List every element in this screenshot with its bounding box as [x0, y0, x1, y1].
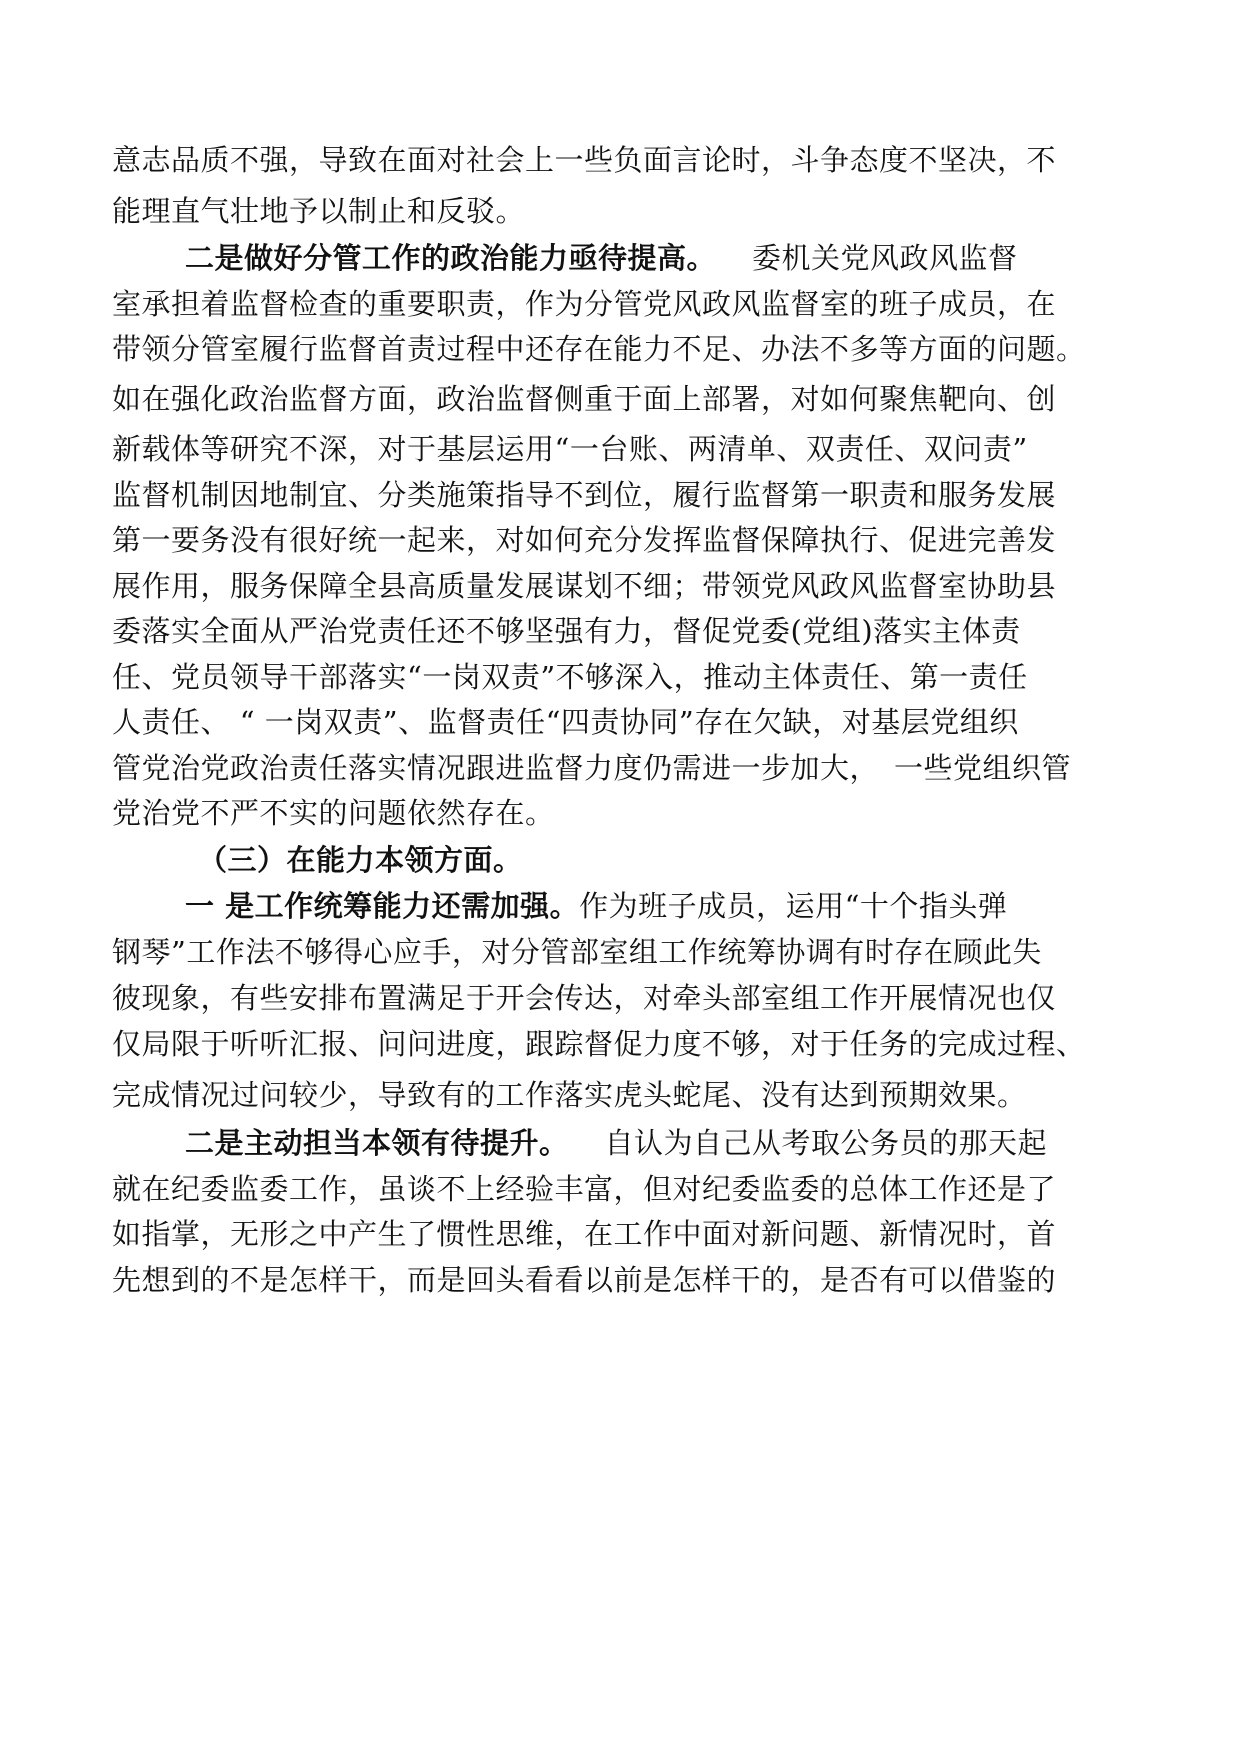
- text-line: [112, 659, 1028, 695]
- line-text: 委落实全面从严治党责任还不够坚强有力，督促党委(党组)落实主体责: [112, 614, 1021, 648]
- line-text: 完成情况过问较少，导致有的工作落实虎头蛇尾、没有达到预期效果。: [112, 1078, 1027, 1112]
- text-line: [112, 1077, 1027, 1113]
- text-line: [112, 1026, 1086, 1062]
- paragraph-heading: 一 是工作统筹能力还需加强。: [185, 889, 580, 923]
- text-line: [185, 1125, 1047, 1161]
- line-text: 就在纪委监委工作，虽谈不上经验丰富，但对纪委监委的总体工作还是了: [112, 1172, 1057, 1206]
- line-text: 监督机制因地制宜、分类施策指导不到位，履行监督第一职责和服务发展: [112, 478, 1057, 512]
- line-text: 室承担着监督检查的重要职责，作为分管党风政风监督室的班子成员，在: [112, 287, 1057, 321]
- text-line: [112, 795, 555, 831]
- line-text: 先想到的不是怎样干，而是回头看看以前是怎样干的，是否有可以借鉴的: [112, 1263, 1057, 1297]
- text-line: [112, 1262, 1056, 1298]
- line-text: 自认为自己从考取公务员的那天起: [604, 1126, 1048, 1160]
- text-line: [198, 842, 523, 878]
- text-line: [112, 750, 1071, 786]
- text-line: [112, 522, 1056, 558]
- text-line: [185, 240, 1018, 276]
- line-text: 彼现象，有些安排布置满足于开会传达，对牵头部室组工作开展情况也仅: [112, 981, 1057, 1015]
- text-line: [112, 704, 1019, 740]
- line-text: 第一要务没有很好统一起来，对如何充分发挥监督保障执行、促进完善发: [112, 523, 1057, 557]
- text-line: [112, 193, 525, 229]
- text-line: [112, 1216, 1056, 1252]
- line-text: 任、党员领导干部落实“一岗双责”不够深入，推动主体责任、第一责任: [112, 660, 1028, 694]
- text-line: [112, 331, 1086, 367]
- line-text: 能理直气壮地予以制止和反驳。: [112, 194, 526, 228]
- line-text: 人责任、 “ 一岗双责”、监督责任“四责协同”存在欠缺，对基层党组织: [112, 705, 1019, 739]
- line-text: 仅局限于听听汇报、问问进度，跟踪督促力度不够，对于任务的完成过程、: [112, 1027, 1086, 1061]
- line-text: 管党治党政治责任落实情况跟进监督力度仍需进一步加大， 一些党组织管: [112, 751, 1072, 785]
- text-line: [112, 477, 1056, 513]
- text-line: [112, 568, 1056, 604]
- line-text: 党治党不严不实的问题依然存在。: [112, 796, 555, 830]
- text-line: [112, 1171, 1056, 1207]
- section-heading: （三）在能力本领方面。: [198, 843, 523, 877]
- line-text: 如指掌，无形之中产生了惯性思维，在工作中面对新问题、新情况时，首: [112, 1217, 1057, 1251]
- line-text: 新载体等研究不深，对于基层运用“一台账、两清单、双责任、双问责”: [112, 432, 1028, 466]
- line-text: 意志品质不强，导致在面对社会上一些负面言论时，斗争态度不坚决，不: [112, 143, 1057, 177]
- paragraph-heading: 二是做好分管工作的政治能力亟待提高。: [185, 241, 717, 275]
- line-text: 委机关党风政风监督: [752, 241, 1018, 275]
- text-line: [112, 431, 1028, 467]
- text-line: [112, 613, 1021, 649]
- text-line: [112, 381, 1056, 417]
- line-text: 带领分管室履行监督首责过程中还存在能力不足、办法不多等方面的问题。: [112, 332, 1086, 366]
- text-line: [112, 142, 1056, 178]
- line-text: 钢琴”工作法不够得心应手，对分管部室组工作统筹协调有时存在顾此失: [112, 935, 1042, 969]
- text-line: [185, 888, 1007, 924]
- line-text: 如在强化政治监督方面，政治监督侧重于面上部署，对如何聚焦靶向、创: [112, 382, 1057, 416]
- text-line: [112, 934, 1042, 970]
- text-line: [112, 286, 1056, 322]
- paragraph-heading: 二是主动担当本领有待提升。: [185, 1126, 569, 1160]
- line-text: 展作用，服务保障全县高质量发展谋划不细；带领党风政风监督室协助县: [112, 569, 1057, 603]
- text-line: [112, 980, 1056, 1016]
- line-text: 作为班子成员，运用“十个指头弹: [579, 889, 1008, 923]
